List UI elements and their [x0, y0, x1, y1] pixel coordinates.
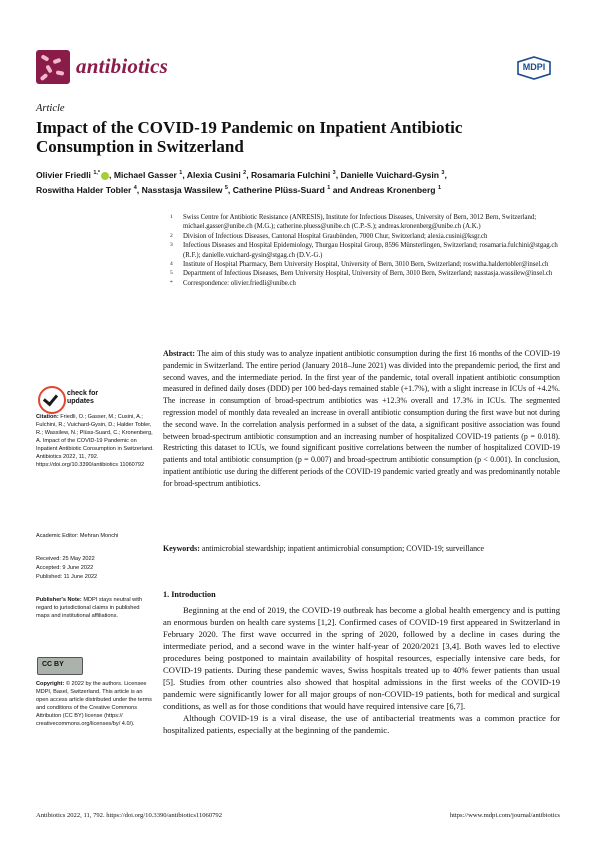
affiliations [170, 213, 570, 288]
orcid-icon[interactable] [101, 172, 109, 180]
check-for-updates-icon[interactable] [38, 386, 66, 414]
publisher-note [36, 596, 154, 620]
citation [36, 413, 154, 469]
mdpi-logo-text: MDPI [522, 62, 546, 72]
section-heading: 1. Introduction [163, 590, 216, 599]
copyright-text: © 2022 by the authors. Licensee MDPI, Basel, Switzerland. This article is an open access article distributed under the terms and conditions of the Creative Commons Attribution (CC BY) license (https:// creativecommons.org/licenses/by/ 4.0/). [36, 681, 152, 727]
publisher-note-label: Publisher's Note: [36, 597, 82, 603]
abstract-text: The aim of this study was to analyze inpatient antibiotic consumption during the first 16 months of the COVID-19 pandemic in Switzerland. The entire period (January 2018–June 2021) was divided into the prepandemic period, the first and second waves, and the intermediate period. In the first year of the pandemic, total overall inpatient antibiotic consumption measured in defined daily doses (DDD) per 100 bed-days remained stable (+1.7%), with a slight increase in ICUs of +4.2%. The increase in consumption of broad-spectrum antibiotics was +12.3% overall and 17.3% in ICUs. The segmented regression model of monthly data revealed an increase in overall antibiotic consumption during the first wave but not during the second wave. In the correlation analysis performed in a subset of the data, a significant positive association was found between broad-spectrum antibiotic consumption and an increasing number of hospitalized COVID-19 patients (p = 0.018). Restricting this dataset to ICUs, we found significant positive correlations between the number of hospitalized COVID-19 patients and total antibiotic consumption (p = 0.007) and broad-spectrum antibiotic consumption (p < 0.001). In conclusion, inpatient antibiotic use during the different periods of the COVID-19 pandemic varied greatly and was predominantly notable for broad-spectrum antibiotics. [163, 349, 560, 488]
keywords-label: Keywords: [163, 544, 200, 553]
article-type: Article [36, 103, 65, 114]
mdpi-logo-icon[interactable] [516, 56, 552, 80]
citation-label: Citation: [36, 414, 59, 420]
citation-text: Friedli, O.; Gasser, M.; Cusini, A.; Fulchini, R.; Vuichard-Gysin, D.; Halder Tobler, R.; Wassilew, N.; Plüss-Suard, C.; Kronenberg, A. Impact of the COVID-19 Pandemic on Inpatient Antibiotic Consumption in Switzerland. Antibiotics 2022, 11, 792. https://doi.org/10.3390/antibiotics 11060792 [36, 414, 154, 468]
journal-name: antibiotics [76, 54, 169, 78]
keywords [163, 543, 560, 554]
affiliation-3: 3 Infectious Diseases and Hospital Epidemiology, Thurgau Hospital Group, 8596 Münsterlingen, Switzerland; rosamaria.fulchini@stgag.ch (R.F.); danielle.vuichard-gysin@stgag.ch (D.V.-G.) [170, 242, 558, 259]
copyright-label: Copyright: [36, 681, 65, 687]
cc-by-icon[interactable]: CC BY [37, 657, 83, 675]
antibiotics-logo-icon [36, 50, 70, 84]
affiliation-1: 1 Swiss Centre for Antibiotic Resistance (ANRESIS), Institute for Infectious Diseases, University of Bern, 3012 Bern, Switzerland; michael.gasser@unibe.ch (M.G.); catherine.pluess@unibe.ch (C.P.-S.); andreas.kronenberg@unibe.ch (A.K.) [170, 214, 537, 231]
publisher-note-text: MDPI stays neutral with regard to jurisdictional claims in published maps and institutional affiliations. [36, 597, 143, 619]
copyright [36, 680, 154, 728]
keywords-text: antimicrobial stewardship; inpatient antimicrobial consumption; COVID-19; surveillance [201, 544, 485, 553]
affiliation-5: 5 Department of Infectious Diseases, Bern University Hospital, University of Bern, 3010 Bern, Switzerland; nasstasja.wassilew@insel.ch [170, 270, 553, 278]
footer [36, 812, 560, 819]
affiliation-2: 2 Division of Infectious Diseases, Cantonal Hospital Graubünden, 7000 Chur, Switzerland; alexia.cusini@ksgr.ch [170, 232, 488, 240]
author-list: Olivier Friedli $^{1,*}$ , Michael Gasser $^1$, Alexia Cusini $^2$, Rosamaria Fulchini $^3$, Danielle Vuichard-Gysin $^3$, Roswitha Halder Tobler $^4$, Nasstasja Wassilew $^5$, Catherine Plüss-Suard $^1$ and Andreas Kronenberg $^1$ [36, 169, 447, 195]
correspondence: * Correspondence: olivier.friedli@unibe.ch [170, 279, 296, 287]
check-for-updates-label[interactable]: check for updates [67, 390, 99, 405]
received-date: Received: 25 May 2022 [36, 556, 95, 562]
introduction-body [163, 604, 560, 736]
affiliation-4: 4 Institute of Hospital Pharmacy, Bern University Hospital, University of Bern, 3010 Bern, Switzerland; roswitha.haldertobler@insel.ch [170, 261, 549, 269]
accepted-date: Accepted: 9 June 2022 [36, 565, 94, 571]
paragraph-2: Although COVID-19 is a viral disease, the use of antibacterial treatments was a common practice for hospitalized patients, especially at the beginning of the pandemic. [163, 713, 560, 735]
article-title: Impact of the COVID-19 Pandemic on Inpatient Antibiotic Consumption in Switzerland [36, 118, 463, 156]
abstract-label: Abstract: [163, 349, 195, 358]
published-date: Published: 11 June 2022 [36, 574, 98, 580]
footer-journal-url[interactable]: https://www.mdpi.com/journal/antibiotics [449, 812, 560, 819]
academic-editor: Academic Editor: Mehran Monchi [36, 533, 119, 539]
abstract [163, 348, 560, 490]
paragraph-1: Beginning at the end of 2019, the COVID-19 outbreak has become a global health emergency and is putting an enormous burden on health care systems [1,2]. Confirmed cases of COVID-19 first appeared in Switzerland in February 2020. The first wave occurred in the spring of 2020, followed by a decline in cases during the intermediate period, and a second wave in the winter half-year of 2020/2021 [3,4]. Both waves led to elective procedures being postponed to maintain availability of hospital resources, especially intensive care beds, for COVID-19 patients. During these pandemic waves, Swiss hospitals treated up to 40% fewer patients than usual [5]. Studies from other countries also showed that hospital admissions in the first weeks of the COVID-19 pandemic were significantly lower for all major groups of non-COVID-19 patients, both for medical and surgical conditions, as well as for those conditions that would have required intensive care [6,7]. [163, 605, 560, 711]
footer-citation[interactable]: Antibiotics 2022, 11, 792. https://doi.org/10.3390/antibiotics11060792 [36, 812, 223, 819]
